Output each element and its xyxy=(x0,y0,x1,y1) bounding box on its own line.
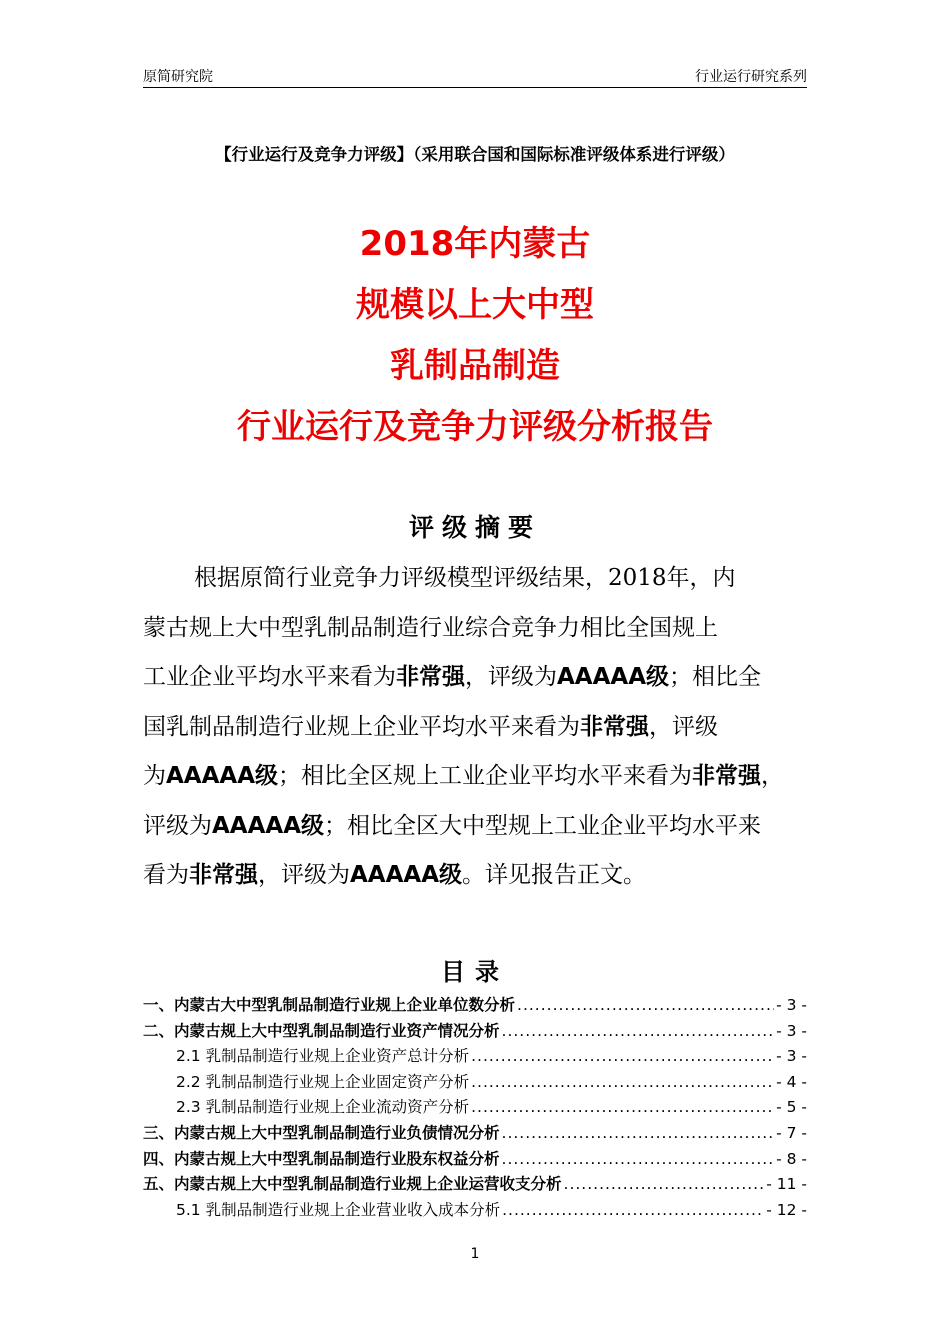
summary-line xyxy=(143,554,833,604)
summary-emphasis: 非常强 xyxy=(692,763,762,789)
summary-text: 看为 xyxy=(143,862,189,888)
summary-text: 工业企业平均水平来看为 xyxy=(143,664,396,690)
toc-entry-title: 二、内蒙古规上大中型乳制品制造行业资产情况分析 xyxy=(143,1021,500,1040)
toc-entry-title: 2.2 乳制品制造行业规上企业固定资产分析 xyxy=(176,1072,470,1091)
rating-tagline: 【行业运行及竞争力评级】（采用联合国和国际标准评级体系进行评级） xyxy=(215,145,735,164)
summary-line xyxy=(143,752,833,802)
summary-emphasis: 非常强 xyxy=(189,862,258,888)
toc-entry[interactable] xyxy=(143,1070,807,1096)
toc-entry[interactable] xyxy=(143,1044,807,1070)
toc-entry[interactable] xyxy=(143,1019,807,1045)
toc-entry[interactable] xyxy=(143,1172,807,1198)
header-org-name: 原简研究院 xyxy=(143,69,213,85)
summary-text: ；相比全区大中型规上工业企业平均水平来 xyxy=(324,812,762,839)
summary-line xyxy=(143,703,833,753)
toc-entry-page: - 3 - xyxy=(776,1021,807,1040)
toc-entry[interactable] xyxy=(143,1198,807,1224)
toc-entry-title: 5.1 乳制品制造行业规上企业营业收入成本分析 xyxy=(176,1200,501,1219)
toc-entry[interactable] xyxy=(143,1095,807,1121)
report-title xyxy=(0,214,950,458)
summary-text: ，评级为 xyxy=(465,664,557,690)
toc-entry-title: 2.1 乳制品制造行业规上企业资产总计分析 xyxy=(176,1047,470,1066)
toc-entry[interactable] xyxy=(143,1147,807,1173)
toc-leader-dots xyxy=(471,1047,774,1065)
summary-paragraph xyxy=(143,554,833,901)
toc-leader-dots xyxy=(502,1022,775,1040)
title-line: 行业运行及竞争力评级分析报告 xyxy=(237,407,713,447)
summary-text: 国乳制品制造行业规上企业平均水平来看为 xyxy=(143,713,580,740)
toc-leader-dots xyxy=(471,1073,774,1091)
toc-leader-dots xyxy=(502,1150,775,1168)
toc-entry-page: - 12 - xyxy=(766,1200,807,1219)
summary-text: ，评级为 xyxy=(258,862,350,888)
toc-entry-page: - 5 - xyxy=(776,1098,807,1117)
summary-line xyxy=(143,604,833,654)
summary-emphasis: AAAAA级 xyxy=(557,664,670,690)
toc-entry-page: - 7 - xyxy=(776,1123,807,1142)
toc-leader-dots xyxy=(564,1175,765,1193)
summary-text: 评级为 xyxy=(143,812,212,839)
toc-entry-title: 三、内蒙古规上大中型乳制品制造行业负债情况分析 xyxy=(143,1123,500,1142)
title-line: 规模以上大中型 xyxy=(356,285,594,325)
toc-heading: 目录 xyxy=(441,958,509,986)
toc-entry[interactable] xyxy=(143,993,807,1019)
summary-line xyxy=(143,653,833,703)
summary-text: ， xyxy=(761,763,785,789)
summary-emphasis: 非常强 xyxy=(396,664,465,690)
title-line: 乳制品制造 xyxy=(390,346,560,386)
summary-text: 为 xyxy=(143,763,166,789)
summary-line xyxy=(143,851,833,901)
summary-emphasis: AAAAA级 xyxy=(166,763,279,789)
toc-leader-dots xyxy=(502,1201,764,1219)
table-of-contents xyxy=(143,993,807,1223)
header-rule xyxy=(143,87,807,88)
page-number: 1 xyxy=(470,1246,480,1262)
toc-leader-dots xyxy=(471,1098,774,1116)
page-header xyxy=(143,62,807,88)
toc-leader-dots xyxy=(502,1124,775,1142)
summary-emphasis: AAAAA级 xyxy=(212,812,325,839)
toc-entry-page: - 8 - xyxy=(776,1149,807,1168)
toc-entry-title: 一、内蒙古大中型乳制品制造行业规上企业单位数分析 xyxy=(143,996,516,1014)
toc-entry-title: 2.3 乳制品制造行业规上企业流动资产分析 xyxy=(176,1098,470,1117)
summary-line xyxy=(143,802,833,852)
summary-text: 蒙古规上大中型乳制品制造行业综合竞争力相比全国规上 xyxy=(143,614,718,641)
toc-entry-page: - 4 - xyxy=(776,1072,807,1091)
summary-text: 。详见报告正文。 xyxy=(462,862,647,888)
summary-heading: 评级摘要 xyxy=(408,513,541,542)
toc-entry-page: - 3 - xyxy=(776,996,807,1014)
summary-text: ，评级 xyxy=(649,713,718,740)
toc-entry-title: 五、内蒙古规上大中型乳制品制造行业规上企业运营收支分析 xyxy=(143,1175,562,1194)
summary-text: ；相比全区规上工业企业平均水平来看为 xyxy=(278,763,693,789)
title-line: 2018年内蒙古 xyxy=(359,224,591,264)
toc-entry-title: 四、内蒙古规上大中型乳制品制造行业股东权益分析 xyxy=(143,1149,500,1168)
summary-text: 根据原简行业竞争力评级模型评级结果，2018年，内 xyxy=(194,565,736,591)
toc-entry[interactable] xyxy=(143,1121,807,1147)
header-series-name: 行业运行研究系列 xyxy=(695,69,807,85)
toc-entry-page: - 3 - xyxy=(776,1047,807,1066)
summary-text: ；相比全 xyxy=(669,664,762,690)
toc-entry-page: - 11 - xyxy=(766,1175,807,1194)
summary-emphasis: 非常强 xyxy=(580,713,649,740)
toc-leader-dots xyxy=(517,996,774,1014)
summary-emphasis: AAAAA级 xyxy=(350,862,463,888)
